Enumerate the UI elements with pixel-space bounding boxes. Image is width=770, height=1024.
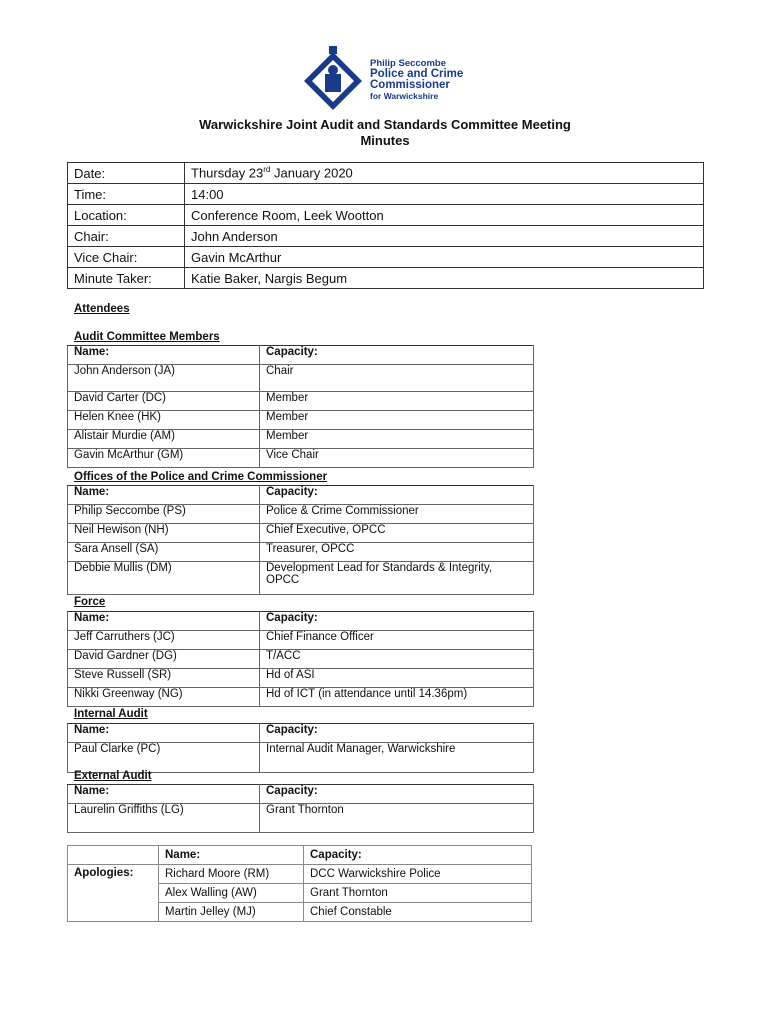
apologies-table — [67, 845, 532, 922]
attendee-table — [67, 485, 534, 595]
attendee-capacity: Hd of ICT (in attendance until 14.36pm) — [260, 688, 534, 707]
attendee-capacity: Chief Executive, OPCC — [260, 524, 534, 543]
table-row — [68, 543, 534, 562]
attendee-capacity: Member — [260, 392, 534, 411]
apology-name: Richard Moore (RM) — [159, 865, 304, 884]
name-header: Name: — [68, 346, 260, 365]
apology-capacity: DCC Warwickshire Police — [304, 865, 532, 884]
apology-capacity: Chief Constable — [304, 903, 532, 922]
attendee-capacity: Internal Audit Manager, Warwickshire — [260, 743, 534, 773]
table-row — [68, 524, 534, 543]
crest-icon — [300, 44, 366, 112]
group-heading: Internal Audit — [74, 708, 148, 720]
attendee-name: David Carter (DC) — [68, 392, 260, 411]
table-row — [68, 392, 534, 411]
name-header: Name: — [68, 785, 260, 804]
meeting-info-table — [67, 162, 704, 289]
attendee-name: Nikki Greenway (NG) — [68, 688, 260, 707]
attendee-capacity: Vice Chair — [260, 449, 534, 468]
attendee-capacity: Chief Finance Officer — [260, 631, 534, 650]
attendee-name: David Gardner (DG) — [68, 650, 260, 669]
capacity-header: Capacity: — [260, 724, 534, 743]
logo-line-3: Commissioner — [370, 79, 450, 91]
apologies-label: Apologies: — [68, 865, 159, 922]
attendee-table — [67, 345, 534, 468]
table-row — [68, 804, 534, 833]
table-header-row — [68, 846, 532, 865]
apology-capacity: Grant Thornton — [304, 884, 532, 903]
date-value: Thursday 23rd January 2020 — [185, 163, 704, 184]
attendee-name: Philip Seccombe (PS) — [68, 505, 260, 524]
attendee-capacity: T/ACC — [260, 650, 534, 669]
attendee-capacity: Grant Thornton — [260, 804, 534, 833]
attendee-capacity: Chair — [260, 365, 534, 392]
meeting-info-row — [68, 247, 704, 268]
table-row — [68, 743, 534, 773]
table-header-row — [68, 486, 534, 505]
group-heading: Audit Committee Members — [74, 331, 220, 343]
group-heading: External Audit — [74, 770, 152, 782]
table-row — [68, 365, 534, 392]
logo-line-2: Police and Crime — [370, 68, 464, 80]
name-header: Name: — [68, 724, 260, 743]
capacity-header: Capacity: — [304, 846, 532, 865]
table-row — [68, 631, 534, 650]
group-heading: Offices of the Police and Crime Commissioner — [74, 471, 328, 483]
attendee-capacity: Hd of ASI — [260, 669, 534, 688]
document-title: Warwickshire Joint Audit and Standards Committee Meeting — [199, 117, 571, 132]
name-header: Name: — [68, 612, 260, 631]
attendee-name: Laurelin Griffiths (LG) — [68, 804, 260, 833]
info-label: Time: — [68, 184, 185, 205]
date-label: Date: — [68, 163, 185, 184]
logo-line-1: Philip Seccombe — [370, 58, 447, 69]
meeting-info-row — [68, 163, 704, 184]
info-value: John Anderson — [185, 226, 704, 247]
info-label: Minute Taker: — [68, 268, 185, 289]
info-label: Location: — [68, 205, 185, 226]
name-header: Name: — [159, 846, 304, 865]
group-heading: Force — [74, 596, 106, 608]
attendee-name: Neil Hewison (NH) — [68, 524, 260, 543]
attendee-name: Helen Knee (HK) — [68, 411, 260, 430]
attendee-capacity: Development Lead for Standards & Integrity, OPCC — [260, 562, 534, 595]
info-value: Conference Room, Leek Wootton — [185, 205, 704, 226]
document-subtitle: Minutes — [360, 133, 410, 148]
info-value: Katie Baker, Nargis Begum — [185, 268, 704, 289]
capacity-header: Capacity: — [260, 346, 534, 365]
table-header-row — [68, 346, 534, 365]
table-header-row — [68, 785, 534, 804]
attendee-name: Gavin McArthur (GM) — [68, 449, 260, 468]
apology-name: Martin Jelley (MJ) — [159, 903, 304, 922]
meeting-info-row — [68, 205, 704, 226]
capacity-header: Capacity: — [260, 785, 534, 804]
info-value: Gavin McArthur — [185, 247, 704, 268]
meeting-info-row — [68, 268, 704, 289]
meeting-info-row — [68, 184, 704, 205]
table-row — [68, 865, 532, 884]
table-header-row — [68, 612, 534, 631]
attendee-name: Jeff Carruthers (JC) — [68, 631, 260, 650]
attendee-capacity: Treasurer, OPCC — [260, 543, 534, 562]
table-row — [68, 505, 534, 524]
attendee-name: Debbie Mullis (DM) — [68, 562, 260, 595]
attendee-name: Paul Clarke (PC) — [68, 743, 260, 773]
attendee-table — [67, 611, 534, 707]
table-row — [68, 688, 534, 707]
capacity-header: Capacity: — [260, 486, 534, 505]
info-label: Chair: — [68, 226, 185, 247]
capacity-header: Capacity: — [260, 612, 534, 631]
attendee-name: Steve Russell (SR) — [68, 669, 260, 688]
attendee-capacity: Member — [260, 411, 534, 430]
logo-line-4: for Warwickshire — [370, 91, 439, 101]
info-label: Vice Chair: — [68, 247, 185, 268]
attendee-name: Sara Ansell (SA) — [68, 543, 260, 562]
table-header-row — [68, 724, 534, 743]
table-row — [68, 411, 534, 430]
table-row — [68, 650, 534, 669]
attendee-name: Alistair Murdie (AM) — [68, 430, 260, 449]
attendee-name: John Anderson (JA) — [68, 365, 260, 392]
pcc-logo — [300, 44, 480, 112]
attendee-table — [67, 784, 534, 833]
table-row — [68, 669, 534, 688]
name-header: Name: — [68, 486, 260, 505]
attendee-capacity: Member — [260, 430, 534, 449]
info-value: 14:00 — [185, 184, 704, 205]
attendee-table — [67, 723, 534, 773]
table-row — [68, 562, 534, 595]
attendees-heading: Attendees — [74, 303, 130, 315]
apology-name: Alex Walling (AW) — [159, 884, 304, 903]
meeting-info-row — [68, 226, 704, 247]
table-row — [68, 430, 534, 449]
table-row — [68, 449, 534, 468]
attendee-capacity: Police & Crime Commissioner — [260, 505, 534, 524]
